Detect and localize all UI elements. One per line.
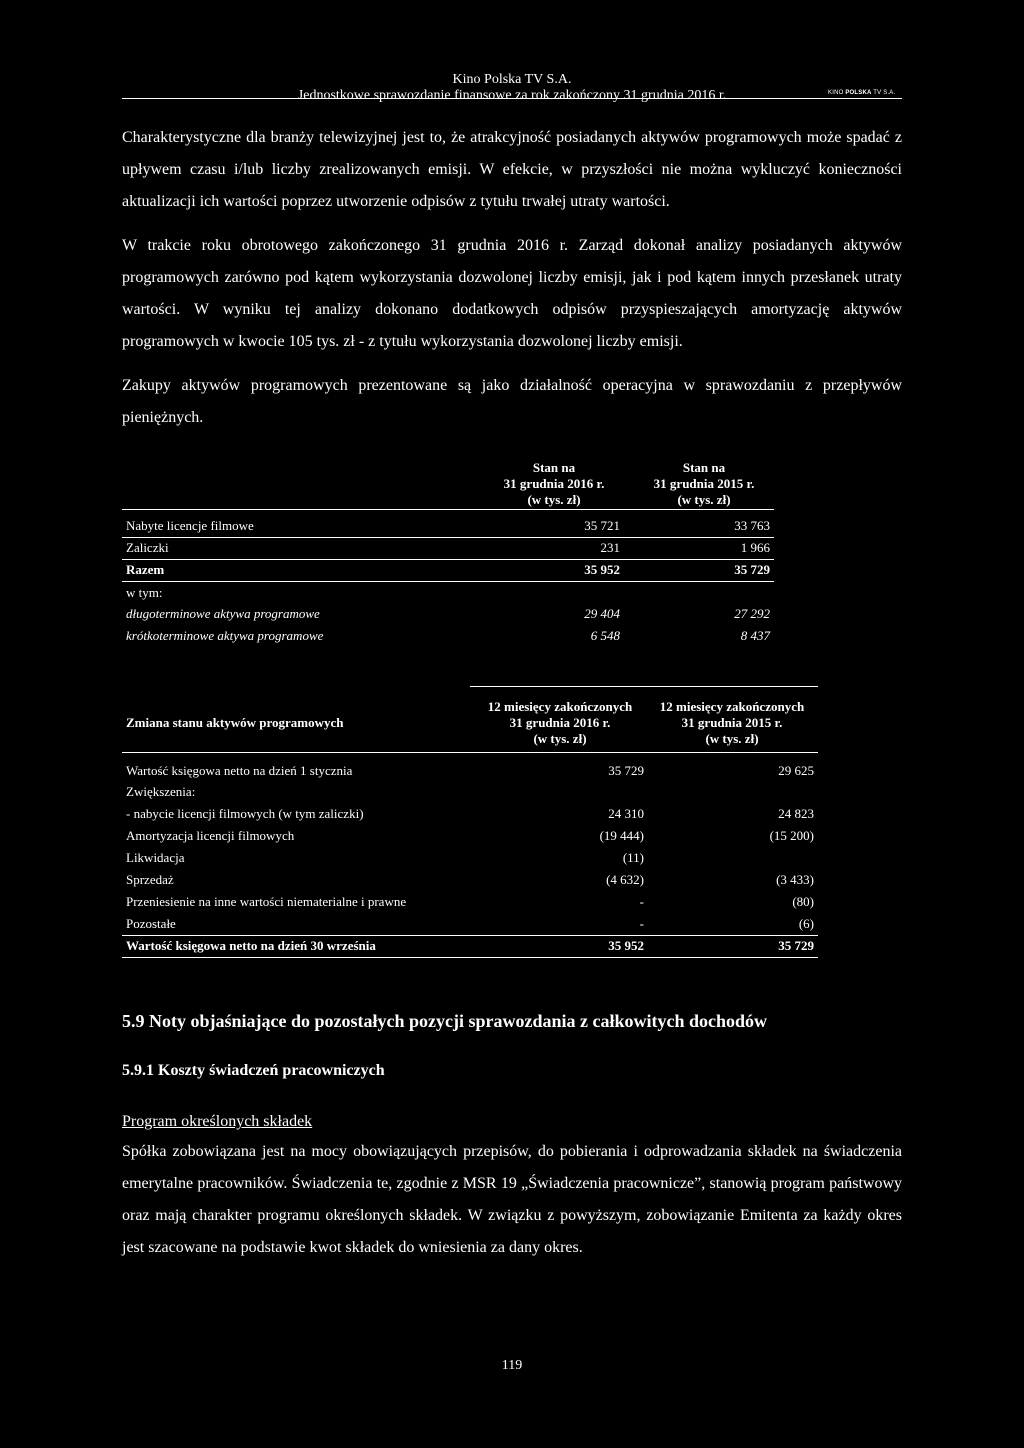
t2-total-top-rule — [122, 935, 818, 936]
t1-col2-head-2: 31 grudnia 2015 r. — [653, 476, 755, 491]
header-subtitle: Jednostkowe sprawozdanie finansowe za rok zakończony 31 grudnia 2016 r. — [297, 88, 727, 103]
program-subhead: Program określonych składek — [122, 1113, 313, 1130]
t2-title: Zmiana stanu aktywów programowych — [126, 715, 344, 730]
t2-row-label: Sprzedaż — [126, 872, 174, 887]
header-divider — [122, 98, 902, 99]
t2-row-label: Przeniesienie na inne wartości niematerialne i prawne — [126, 894, 407, 909]
t1-row-rule — [122, 537, 774, 538]
t2-total-label: Wartość księgowa netto na dzień 30 września — [126, 938, 376, 953]
t2-col1-head-3: (w tys. zł) — [533, 731, 587, 746]
logo-text-c: TV S.A. — [871, 90, 896, 96]
paragraph-2: W trakcie roku obrotowego zakończonego 31 grudnia 2016 r. Zarząd dokonał analizy posiadanych aktywów programowych zarówno pod kątem wykorzystania dozwolonej liczby emisji, jak i pod kątem innych przesłanek utraty wartości. W wyniku tej analizy dokonano dodatkowych odpisów przyspieszających amortyzację aktywów programowych w kwocie 105 tys. zł - z tytułu wykorzystania dozwolonej liczby emisji. — [122, 237, 902, 350]
t2-row-v1: (11) — [622, 850, 644, 865]
t2-row-v1: 24 310 — [608, 806, 644, 821]
t2-row-v2: 29 625 — [778, 763, 814, 778]
t2-total-v1: 35 952 — [608, 938, 644, 953]
t2-row-v2: (3 433) — [776, 872, 814, 887]
t2-row-v1: - — [639, 916, 644, 931]
section-body: Spółka zobowiązana jest na mocy obowiązujących przepisów, do pobierania i odprowadzania składek na świadczenia emerytalne pracowników. Świadczenia te, zgodnie z MSR 19 „Świadczenia pracownicze”, stanowią program państwowy oraz mają charakter programu określonych składek. W związku z powyższym, zobowiązanie Emitenta za każdy okres jest szacowane na podstawie kwot składek do wniesienia za dany okres. — [122, 1143, 902, 1256]
t1-row-label: Nabyte licencje filmowe — [126, 518, 254, 533]
subsection-heading: 5.9.1 Koszty świadczeń pracowniczych — [122, 1062, 385, 1079]
t1-row-v1: 6 548 — [590, 628, 620, 643]
t2-row-v1: (19 444) — [599, 828, 644, 843]
t2-total-v2: 35 729 — [778, 938, 814, 953]
t1-head-rule — [122, 509, 774, 510]
section-heading: 5.9 Noty objaśniające do pozostałych pozycji sprawozdania z całkowitych dochodów — [122, 1011, 768, 1031]
t2-col2-head-3: (w tys. zł) — [705, 731, 759, 746]
logo-text-a: KINO — [828, 90, 846, 96]
t2-head-rule — [122, 752, 818, 753]
t1-col2-head-3: (w tys. zł) — [677, 492, 731, 507]
t1-row-v1: 29 404 — [584, 606, 620, 621]
t2-top-rule — [470, 686, 818, 687]
t1-col1-head-1: Stan na — [532, 460, 576, 475]
t1-col1-head-2: 31 grudnia 2016 r. — [503, 476, 605, 491]
t2-row-label: Likwidacja — [126, 850, 185, 865]
t1-row-v2: 33 763 — [734, 518, 770, 533]
t1-row-v2: 1 966 — [740, 540, 770, 555]
t2-row-v1: - — [639, 894, 644, 909]
t2-col2-head-1: 12 miesięcy zakończonych — [659, 699, 805, 714]
t1-row-v2: 27 292 — [734, 606, 770, 621]
t2-row-label: - nabycie licencji filmowych (w tym zaliczki) — [126, 806, 364, 821]
t2-row-v1: (4 632) — [606, 872, 644, 887]
t1-col2-head-1: Stan na — [682, 460, 726, 475]
t1-col1-head-3: (w tys. zł) — [527, 492, 581, 507]
t2-row-label: Amortyzacja licencji filmowych — [126, 828, 295, 843]
t2-row-v1: 35 729 — [608, 763, 644, 778]
t1-row-label: długoterminowe aktywa programowe — [126, 606, 320, 621]
t2-row-v2: (80) — [792, 894, 814, 909]
t1-total-v1: 35 952 — [584, 562, 620, 577]
paragraph-3: Zakupy aktywów programowych prezentowane są jako działalność operacyjna w sprawozdaniu z przepływów pieniężnych. — [122, 377, 902, 426]
t1-row-v1: 35 721 — [584, 518, 620, 533]
t1-total-label: Razem — [126, 562, 165, 577]
paragraph-1: Charakterystyczne dla branży telewizyjnej jest to, że atrakcyjność posiadanych aktywów programowych może spadać z upływem czasu i/lub liczby zrealizowanych emisji. W efekcie, w przyszłości nie można wykluczyć konieczności aktualizacji ich wartości poprzez utworzenie odpisów z tytułu trwałej utraty wartości. — [122, 129, 902, 210]
t2-col1-head-1: 12 miesięcy zakończonych — [487, 699, 633, 714]
t2-row-v2: (6) — [798, 916, 814, 931]
t1-row-label: Zaliczki — [126, 540, 169, 555]
t2-col2-head-2: 31 grudnia 2015 r. — [681, 715, 783, 730]
company-logo — [828, 90, 895, 96]
t2-row-label: Wartość księgowa netto na dzień 1 stycznia — [126, 763, 353, 778]
t2-total-bottom-rule — [122, 957, 818, 958]
t2-row-label: Zwiększenia: — [126, 784, 196, 799]
t1-row-label: krótkoterminowe aktywa programowe — [126, 628, 324, 643]
t2-row-v2: 24 823 — [778, 806, 814, 821]
t1-total-v2: 35 729 — [734, 562, 770, 577]
t1-row-v2: 8 437 — [740, 628, 770, 643]
t2-col1-head-2: 31 grudnia 2016 r. — [509, 715, 611, 730]
header-company: Kino Polska TV S.A. — [452, 72, 572, 87]
t2-row-v2: (15 200) — [769, 828, 814, 843]
t1-row-label: w tym: — [126, 585, 163, 600]
page-number: 119 — [501, 1358, 523, 1373]
t1-row-rule — [122, 559, 774, 560]
logo-text-b: POLSKA — [845, 90, 872, 96]
t2-row-label: Pozostałe — [126, 916, 176, 931]
t1-total-rule — [122, 581, 774, 582]
t1-row-v1: 231 — [600, 540, 620, 555]
